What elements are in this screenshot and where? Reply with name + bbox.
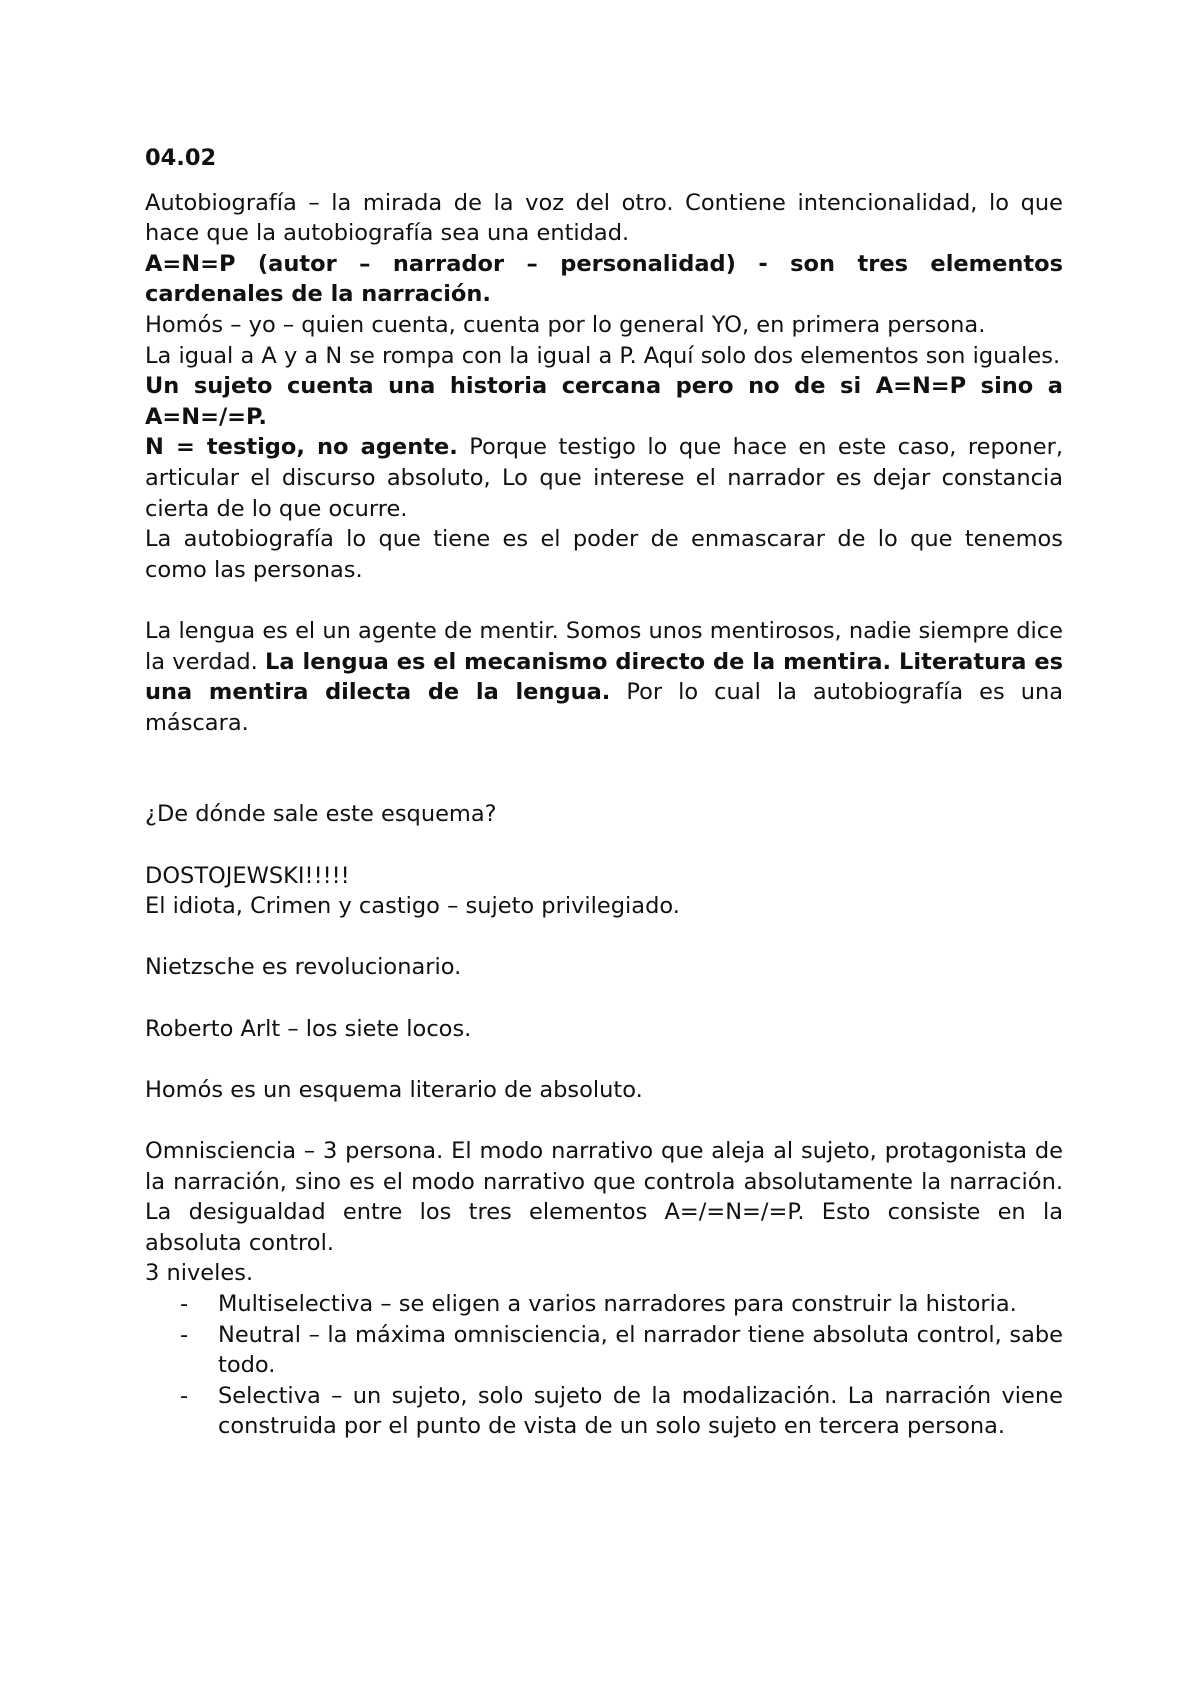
testigo-rest: Porque testigo lo que hace en este caso, reponer, articular el discurso absoluto, Lo que interese el narrador es dejar constancia cierta de lo que ocurre.	[145, 434, 1063, 522]
blank-line	[145, 983, 1063, 1014]
testigo-bold: N = testigo, no agente.	[145, 434, 458, 461]
list-item	[180, 1320, 1063, 1381]
line-arlt: Roberto Arlt – los siete locos.	[145, 1015, 472, 1042]
line-dostojewski: DOSTOJEWSKI!!!!!	[145, 862, 350, 889]
blank-line	[145, 738, 1063, 769]
list-item	[180, 1289, 1063, 1320]
lengua-end: Por lo cual la autobiografía es una máscara.	[145, 679, 1063, 736]
list-dash: -	[180, 1321, 189, 1348]
blank-line	[145, 1105, 1063, 1136]
question-esquema: ¿De dónde sale este esquema?	[145, 801, 497, 828]
list-item	[180, 1381, 1063, 1442]
list-dash: -	[180, 1382, 189, 1409]
lengua-start: La lengua es el un agente de mentir. Somos unos mentirosos, nadie siempre dice la verdad.	[145, 617, 1063, 675]
paragraph-sujeto-bold: Un sujeto cuenta una historia cercana pero no de si A=N=P sino a A=N=/=P.	[145, 373, 1063, 430]
line-homos-esquema: Homós es un esquema literario de absoluto.	[145, 1076, 643, 1103]
blank-line	[145, 585, 1063, 616]
line-nietzsche: Nietzsche es revolucionario.	[145, 954, 462, 981]
line-idiota: El idiota, Crimen y castigo – sujeto privilegiado.	[145, 893, 680, 920]
paragraph-homos: Homós – yo – quien cuenta, cuenta por lo general YO, en primera persona.	[145, 311, 986, 338]
list-item-text: Neutral – la máxima omnisciencia, el narrador tiene absoluta control, sabe todo.	[218, 1321, 1063, 1379]
list-item-text: Selectiva – un sujeto, solo sujeto de la modalización. La narración viene construida por el punto de vista de un solo sujeto en tercera persona.	[218, 1382, 1063, 1440]
blank-line	[145, 830, 1063, 861]
lengua-bold: La lengua es el mecanismo directo de la mentira. Literatura es una mentira dilecta de la lengua.	[145, 648, 1063, 706]
paragraph-anp-bold: A=N=P (autor – narrador – personalidad) - son tres elementos cardenales de la narración.	[145, 250, 1063, 308]
paragraph-lengua	[145, 616, 1063, 738]
list-dash: -	[180, 1290, 189, 1317]
paragraph-enmascarar: La autobiografía lo que tiene es el poder de enmascarar de lo que tenemos como las personas.	[145, 526, 1063, 583]
blank-line	[145, 769, 1063, 800]
paragraph-igual: La igual a A y a N se rompa con la igual a P. Aquí solo dos elementos son iguales.	[145, 342, 1061, 369]
date-heading: 04.02	[145, 145, 217, 171]
paragraph-omnisciencia: Omnisciencia – 3 persona. El modo narrativo que aleja al sujeto, protagonista de la narración, sino es el modo narrativo que controla absolutamente la narración. La desigualdad entre los tres elementos A=/=N=/=P. Esto consiste en la absoluta control.	[145, 1138, 1063, 1256]
paragraph-autobiografia: Autobiografía – la mirada de la voz del otro. Contiene intencionalidad, lo que hace que la autobiografía sea una entidad.	[145, 189, 1063, 247]
blank-line	[145, 922, 1063, 953]
paragraph-testigo	[145, 432, 1063, 524]
levels-list	[145, 1289, 1063, 1442]
list-item-text: Multiselectiva – se eligen a varios narradores para construir la historia.	[218, 1290, 1017, 1317]
blank-line	[145, 1044, 1063, 1075]
line-niveles: 3 niveles.	[145, 1260, 254, 1287]
document-page	[145, 143, 1063, 1442]
